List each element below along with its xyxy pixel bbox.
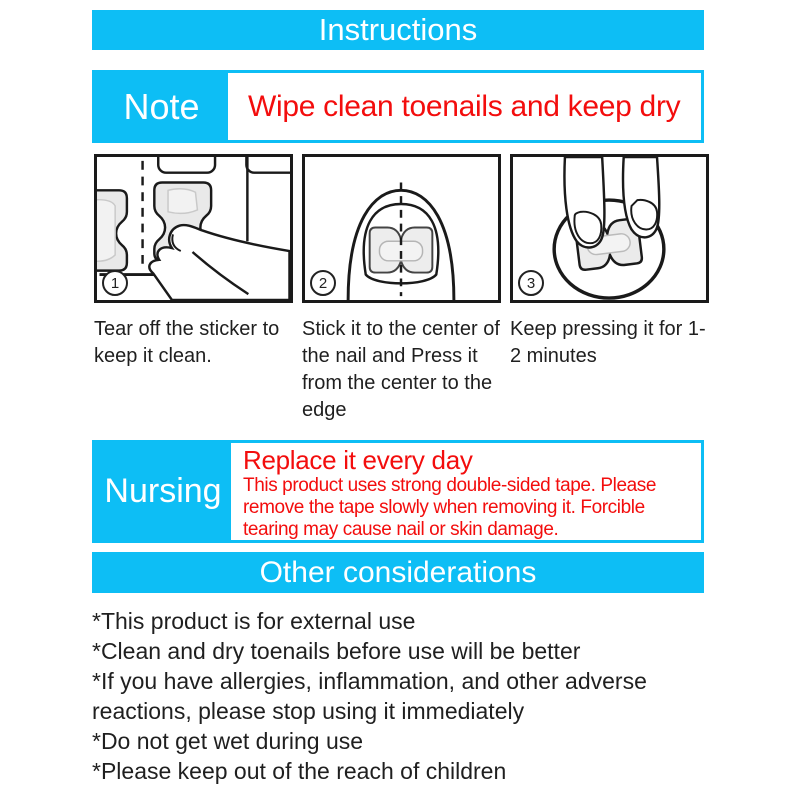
- other-considerations-banner: [92, 552, 704, 593]
- page-title: Instructions: [318, 12, 478, 47]
- step-2-caption: Stick it to the center of the nail and Press it from the center to the edge: [302, 318, 500, 421]
- considerations-list: [92, 606, 752, 786]
- consideration-item: *Do not get wet during use: [92, 728, 364, 754]
- note-label: Note: [95, 73, 228, 140]
- step-2-panel: [302, 154, 501, 303]
- step-3-number-badge: 3: [518, 270, 544, 296]
- step-1: [94, 154, 293, 424]
- note-text: Wipe clean toenails and keep dry: [248, 89, 681, 123]
- nursing-title: Replace it every day: [243, 445, 473, 475]
- step-2: [302, 154, 501, 424]
- step-3-panel: [510, 154, 709, 303]
- step-3-caption: Keep pressing it for 1-2 minutes: [510, 318, 706, 367]
- steps-section: [94, 154, 709, 424]
- nursing-body: This product uses strong double-sided tape. Please remove the tape slowly when removing it. Forcible tearing may cause nail or skin damage.: [243, 475, 657, 540]
- consideration-item: *If you have allergies, inflammation, and other adverse reactions, please stop using it immediately: [92, 668, 647, 724]
- step-1-number-badge: 1: [102, 270, 128, 296]
- step-3: [510, 154, 709, 424]
- nursing-content: [231, 443, 701, 540]
- consideration-item: *Clean and dry toenails before use will be better: [92, 638, 581, 664]
- step-2-number-badge: 2: [310, 270, 336, 296]
- nursing-label: Nursing: [95, 443, 231, 540]
- instructions-banner: [92, 10, 704, 50]
- nursing-section: [92, 440, 704, 543]
- consideration-item: *This product is for external use: [92, 608, 416, 634]
- consideration-item: *Please keep out of the reach of children: [92, 758, 507, 784]
- other-considerations-title: Other considerations: [259, 555, 537, 589]
- note-section: [92, 70, 704, 143]
- step-1-panel: [94, 154, 293, 303]
- step-1-caption: Tear off the sticker to keep it clean.: [94, 318, 280, 367]
